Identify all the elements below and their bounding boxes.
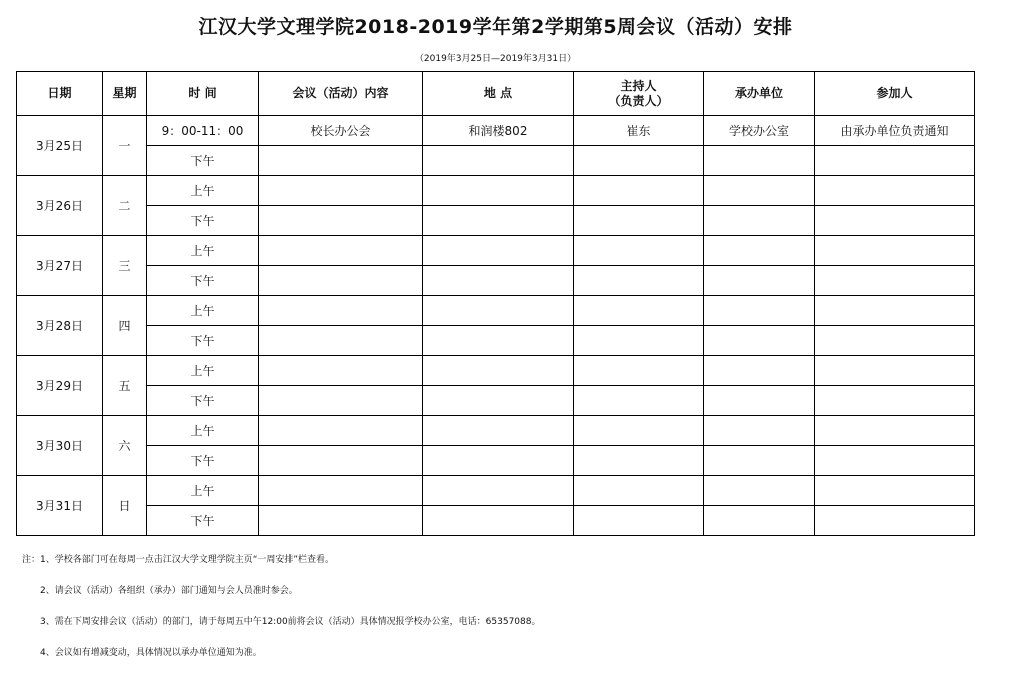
weekday-cell: 四 [103,296,147,356]
date-cell: 3月29日 [17,356,103,416]
header-host-line2: （负责人） [608,93,669,108]
notes-section [22,553,540,677]
host-cell [574,206,704,236]
location-cell [423,356,574,386]
date-cell: 3月31日 [17,476,103,536]
header-time: 时 间 [147,72,259,116]
header-unit: 承办单位 [704,72,815,116]
attendees-cell [815,146,975,176]
unit-cell [704,476,815,506]
unit-cell [704,446,815,476]
location-cell [423,236,574,266]
time-cell: 上午 [147,176,259,206]
time-cell: 下午 [147,266,259,296]
table-row [17,116,975,146]
unit-cell [704,206,815,236]
location-cell [423,266,574,296]
unit-cell [704,356,815,386]
time-cell: 上午 [147,416,259,446]
schedule-table [16,71,975,536]
host-cell [574,146,704,176]
date-cell: 3月25日 [17,116,103,176]
time-cell: 9：00-11：00 [147,116,259,146]
location-cell [423,206,574,236]
note-3: 3、需在下周安排会议（活动）的部门，请于每周五中午12:00前将会议（活动）具体情况报学校办公室，电话：65357088。 [40,617,541,627]
host-cell: 崔东 [574,116,704,146]
header-location: 地 点 [423,72,574,116]
host-cell [574,266,704,296]
time-cell: 下午 [147,206,259,236]
content-cell [259,236,423,266]
host-cell [574,476,704,506]
table-row [17,386,975,416]
content-cell [259,356,423,386]
time-cell: 下午 [147,386,259,416]
table-row [17,416,975,446]
time-cell: 下午 [147,326,259,356]
date-cell: 3月26日 [17,176,103,236]
location-cell [423,506,574,536]
unit-cell [704,386,815,416]
table-row [17,356,975,386]
content-cell [259,326,423,356]
note-1: 注：1、学校各部门可在每周一点击江汉大学文理学院主页“一周安排”栏查看。 [22,555,335,565]
table-row [17,146,975,176]
date-cell: 3月28日 [17,296,103,356]
header-host [574,72,704,116]
weekday-cell: 六 [103,416,147,476]
attendees-cell [815,236,975,266]
unit-cell [704,266,815,296]
attendees-cell [815,296,975,326]
table-row [17,326,975,356]
time-cell: 上午 [147,476,259,506]
unit-cell [704,176,815,206]
table-row [17,296,975,326]
host-cell [574,446,704,476]
content-cell [259,446,423,476]
table-row [17,506,975,536]
date-range-subtitle: （2019年3月25日—2019年3月31日） [414,54,577,64]
table-header-row [17,72,975,116]
table-row [17,206,975,236]
time-cell: 下午 [147,146,259,176]
content-cell [259,176,423,206]
content-cell [259,476,423,506]
location-cell [423,176,574,206]
table-row [17,476,975,506]
attendees-cell [815,416,975,446]
weekday-cell: 三 [103,236,147,296]
host-cell [574,236,704,266]
unit-cell [704,236,815,266]
table-row [17,266,975,296]
attendees-cell [815,506,975,536]
unit-cell: 学校办公室 [704,116,815,146]
content-cell [259,416,423,446]
weekday-cell: 二 [103,176,147,236]
host-cell [574,326,704,356]
content-cell [259,506,423,536]
header-attendees: 参加人 [815,72,975,116]
header-host-line1: 主持人 [620,78,657,93]
attendees-cell [815,326,975,356]
time-cell: 上午 [147,356,259,386]
note-2: 2、请会议（活动）各组织（承办）部门通知与会人员准时参会。 [40,586,298,596]
host-cell [574,506,704,536]
weekday-cell: 一 [103,116,147,176]
unit-cell [704,296,815,326]
host-cell [574,296,704,326]
attendees-cell [815,206,975,236]
table-row [17,446,975,476]
location-cell [423,446,574,476]
note-4: 4、会议如有增减变动，具体情况以承办单位通知为准。 [40,648,262,658]
location-cell [423,386,574,416]
attendees-cell [815,266,975,296]
page-title: 江汉大学文理学院2018-2019学年第2学期第5周会议（活动）安排 [198,16,793,38]
content-cell [259,296,423,326]
header-date: 日期 [17,72,103,116]
weekday-cell: 五 [103,356,147,416]
host-cell [574,386,704,416]
content-cell [259,386,423,416]
location-cell [423,326,574,356]
content-cell [259,206,423,236]
time-cell: 上午 [147,236,259,266]
header-content: 会议（活动）内容 [259,72,423,116]
content-cell [259,146,423,176]
host-cell [574,416,704,446]
time-cell: 下午 [147,446,259,476]
date-cell: 3月27日 [17,236,103,296]
attendees-cell [815,386,975,416]
location-cell: 和润楼802 [423,116,574,146]
attendees-cell: 由承办单位负责通知 [815,116,975,146]
host-cell [574,356,704,386]
host-cell [574,176,704,206]
unit-cell [704,506,815,536]
attendees-cell [815,446,975,476]
header-weekday: 星期 [103,72,147,116]
unit-cell [704,416,815,446]
attendees-cell [815,176,975,206]
attendees-cell [815,356,975,386]
content-cell [259,266,423,296]
table-row [17,236,975,266]
unit-cell [704,326,815,356]
date-cell: 3月30日 [17,416,103,476]
content-cell: 校长办公会 [259,116,423,146]
time-cell: 上午 [147,296,259,326]
location-cell [423,146,574,176]
table-row [17,176,975,206]
location-cell [423,416,574,446]
location-cell [423,296,574,326]
unit-cell [704,146,815,176]
weekday-cell: 日 [103,476,147,536]
attendees-cell [815,476,975,506]
time-cell: 下午 [147,506,259,536]
location-cell [423,476,574,506]
